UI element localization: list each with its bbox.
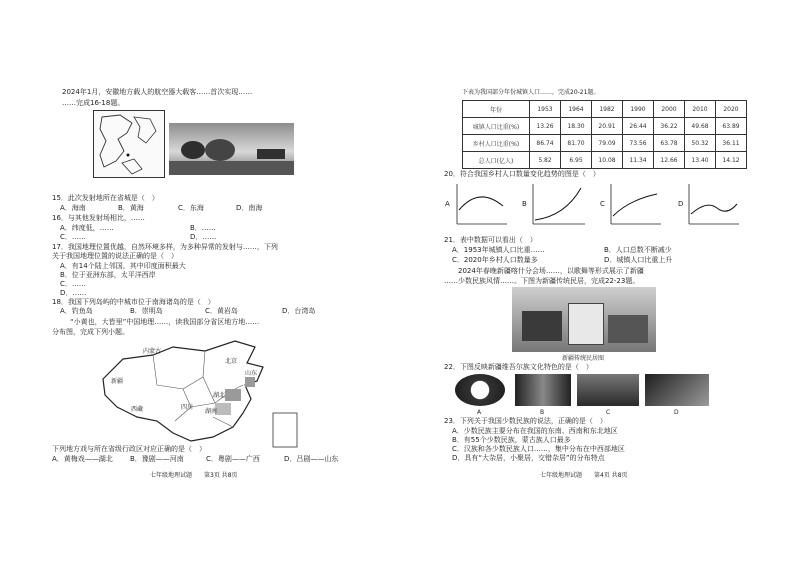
chart-letter-b: B — [522, 200, 527, 208]
culture-photo-b[interactable] — [515, 374, 571, 406]
left-footer: 七年级地理试题 第3页 共8页 — [150, 472, 238, 479]
table-cell: 63.78 — [654, 135, 685, 152]
trend-charts-svg — [445, 180, 745, 230]
trend-charts — [445, 180, 745, 230]
table-row-header: 总人口(亿人) — [463, 152, 530, 169]
building — [522, 311, 562, 341]
intro2-line2: 分布图，完成下列小题。 — [52, 328, 129, 336]
table-cell: 81.70 — [561, 135, 592, 152]
table-cell: 14.12 — [716, 152, 747, 169]
table-cell: 1953 — [530, 101, 561, 118]
table-cell: 36.11 — [716, 135, 747, 152]
intro2-line1: “小黄也，大皆里”中国地理……，读我国部分省区地方地…… — [70, 318, 260, 326]
q20: 20．符合我国乡村人口数量变化趋势的图是（ ） — [444, 170, 600, 178]
table-row-header: 乡村人口比重(%) — [463, 135, 530, 152]
smoke-cloud — [181, 141, 205, 159]
q23: 23．下列关于我国少数民族的说法，正确的是（ ） — [444, 417, 607, 425]
q21-option-a[interactable]: A．1953年城镇人口比重…… — [452, 246, 545, 254]
q21: 21．表中数据可以看出（ ） — [444, 236, 537, 244]
table-cell: 18.30 — [561, 118, 592, 135]
table-cell: 50.32 — [685, 135, 716, 152]
table-cell: 26.44 — [623, 118, 654, 135]
table-cell: 12.66 — [654, 152, 685, 169]
map-label-xinjiang: 新疆 — [111, 378, 124, 385]
china-map-outline — [95, 337, 305, 452]
map-label-hubei: 湖北 — [213, 392, 226, 399]
q15-option-c[interactable]: C．东海 — [178, 204, 204, 212]
map-label-beijing: 北京 — [225, 358, 238, 365]
table-cell: 20.91 — [592, 118, 623, 135]
table-cell: 2020 — [716, 101, 747, 118]
table-row — [463, 118, 747, 135]
map-label-sichuan: 四川 — [181, 404, 194, 411]
q19-option-d[interactable]: D．吕剧——山东 — [284, 455, 339, 463]
intro-line1: 2024年1月，安徽地方载人的航空器大载客……首次实现…… — [62, 88, 253, 96]
table-cell: 86.74 — [530, 135, 561, 152]
q17-sub: 关于我国地理位置的说法正确的是（ ） — [52, 252, 178, 260]
q16-option-a[interactable]: A．纬度低，…… — [60, 224, 114, 232]
q23-option-a[interactable]: A．少数民族主要分布在我国的东南、西南和东北地区 — [452, 427, 618, 435]
right-footer: 七年级地理试题 第4页 共8页 — [540, 472, 628, 479]
smoke-cloud — [205, 139, 235, 161]
table-cell: 49.68 — [685, 118, 716, 135]
q21-option-b[interactable]: B．人口总数不断减少 — [604, 246, 672, 254]
table-row-header: 城镇人口比重(%) — [463, 118, 530, 135]
q16-option-d[interactable]: D．…… — [190, 233, 217, 241]
q18: 18．我国下列岛屿的中城市位于南海诸岛的是（ ） — [52, 298, 215, 306]
table-row — [463, 101, 747, 118]
table-cell: 11.34 — [623, 152, 654, 169]
map-label-inner-mongolia: 内蒙古 — [143, 348, 162, 355]
q17: 17．我国地理位置优越，自然环境多样，为多种异常的发射与……，下列 — [52, 243, 278, 251]
q15-option-a[interactable]: A．海南 — [60, 204, 86, 212]
table-cell: 36.22 — [654, 118, 685, 135]
map-label-tibet: 西藏 — [131, 406, 144, 413]
q16-option-b[interactable]: B．…… — [190, 224, 216, 232]
q15-option-d[interactable]: D．南海 — [236, 204, 263, 212]
building — [608, 315, 648, 343]
table-title: 下表为我国部分年份城镇人口……，完成20-21题。 — [462, 89, 600, 96]
q18-option-d[interactable]: D．台湾岛 — [282, 307, 316, 315]
culture-photo-d[interactable] — [645, 374, 709, 406]
table-row — [463, 152, 747, 169]
intro3-line2: ……少数民族风情……。下图为新疆传统民居，完成22-23题。 — [444, 277, 640, 285]
photo-letter-d: D — [674, 409, 679, 416]
q21-option-d[interactable]: D．城镇人口比重上升 — [604, 256, 673, 264]
launch-photo — [169, 123, 294, 175]
table-cell: 6.95 — [561, 152, 592, 169]
ship — [257, 149, 285, 159]
chart-letter-d: D — [678, 200, 684, 208]
intro-line2: ……完成16-18题。 — [62, 99, 125, 107]
photo-caption: 新疆传统民居图 — [562, 355, 605, 362]
q23-option-d[interactable]: D．具有“大杂居，小聚居，交错杂居”的分布特点 — [452, 454, 605, 462]
table-cell: 1964 — [561, 101, 592, 118]
sea — [169, 161, 294, 175]
china-province-map — [95, 337, 305, 452]
table-row — [463, 135, 747, 152]
map-label-hunan: 湖南 — [205, 408, 218, 415]
q23-option-b[interactable]: B．有55个少数民族，蒙古族人口最多 — [452, 436, 571, 444]
photo-letter-b: B — [540, 409, 545, 416]
table-cell: 73.56 — [623, 135, 654, 152]
q22: 22．下图反映新疆维吾尔族文化特色的是（ ） — [444, 363, 593, 371]
table-cell: 2010 — [685, 101, 716, 118]
chart-letter-c: C — [600, 200, 605, 208]
q18-option-b[interactable]: B．崇明岛 — [130, 307, 163, 315]
building — [568, 303, 604, 345]
q17-option-d[interactable]: D．…… — [60, 289, 87, 297]
q19-option-a[interactable]: A．黄梅戏——湖北 — [52, 455, 113, 463]
q16-option-c[interactable]: C．…… — [60, 233, 86, 241]
q21-option-c[interactable]: C．2020年乡村人口数量多 — [452, 256, 538, 264]
q19-option-c[interactable]: C．粤剧——广西 — [206, 455, 260, 463]
table-cell: 1990 — [623, 101, 654, 118]
q19: 下列地方戏与所在省级行政区对应正确的是（ ） — [52, 445, 206, 453]
q15-option-b[interactable]: B．黄海 — [118, 204, 144, 212]
q18-option-a[interactable]: A．钓鱼岛 — [60, 307, 93, 315]
q23-option-c[interactable]: C．汉族和各少数民族人口……，集中分布在中西部地区 — [452, 445, 625, 453]
map-label-shandong: 山东 — [245, 370, 258, 377]
xinjiang-dwelling-photo — [512, 287, 656, 352]
table-cell: 79.09 — [592, 135, 623, 152]
photo-letter-a: A — [477, 409, 482, 416]
coast-map-drawing — [94, 111, 164, 177]
coast-map — [93, 110, 165, 178]
q15: 15．此次发射地所在省城是（ ） — [52, 194, 159, 202]
table-cell: 13.26 — [530, 118, 561, 135]
table-cell: 1982 — [592, 101, 623, 118]
table-cell: 63.89 — [716, 118, 747, 135]
table-row-header: 年份 — [463, 101, 530, 118]
table-cell: 2000 — [654, 101, 685, 118]
table-cell: 5.82 — [530, 152, 561, 169]
q17-option-a[interactable]: A．有14个陆上邻国，其中印度面积最大 — [60, 262, 186, 270]
q16: 16．与其他发射场相比，…… — [52, 214, 145, 222]
q19-option-b[interactable]: B．豫剧——河南 — [130, 455, 184, 463]
q17-option-b[interactable]: B．位于亚洲东部，太平洋西岸 — [60, 271, 156, 279]
q18-option-c[interactable]: C．黄岩岛 — [205, 307, 238, 315]
photo-letter-c: C — [606, 409, 611, 416]
table-cell: 13.40 — [685, 152, 716, 169]
culture-photo-a[interactable] — [455, 374, 505, 406]
culture-photo-c[interactable] — [577, 374, 639, 406]
table-cell: 10.08 — [592, 152, 623, 169]
chart-letter-a: A — [445, 200, 450, 208]
population-table — [462, 100, 747, 169]
intro3-line1: 2024年春晚新疆喀什分会场……，以歌舞等形式展示了新疆 — [458, 267, 644, 275]
q17-option-c[interactable]: C．…… — [60, 280, 86, 288]
